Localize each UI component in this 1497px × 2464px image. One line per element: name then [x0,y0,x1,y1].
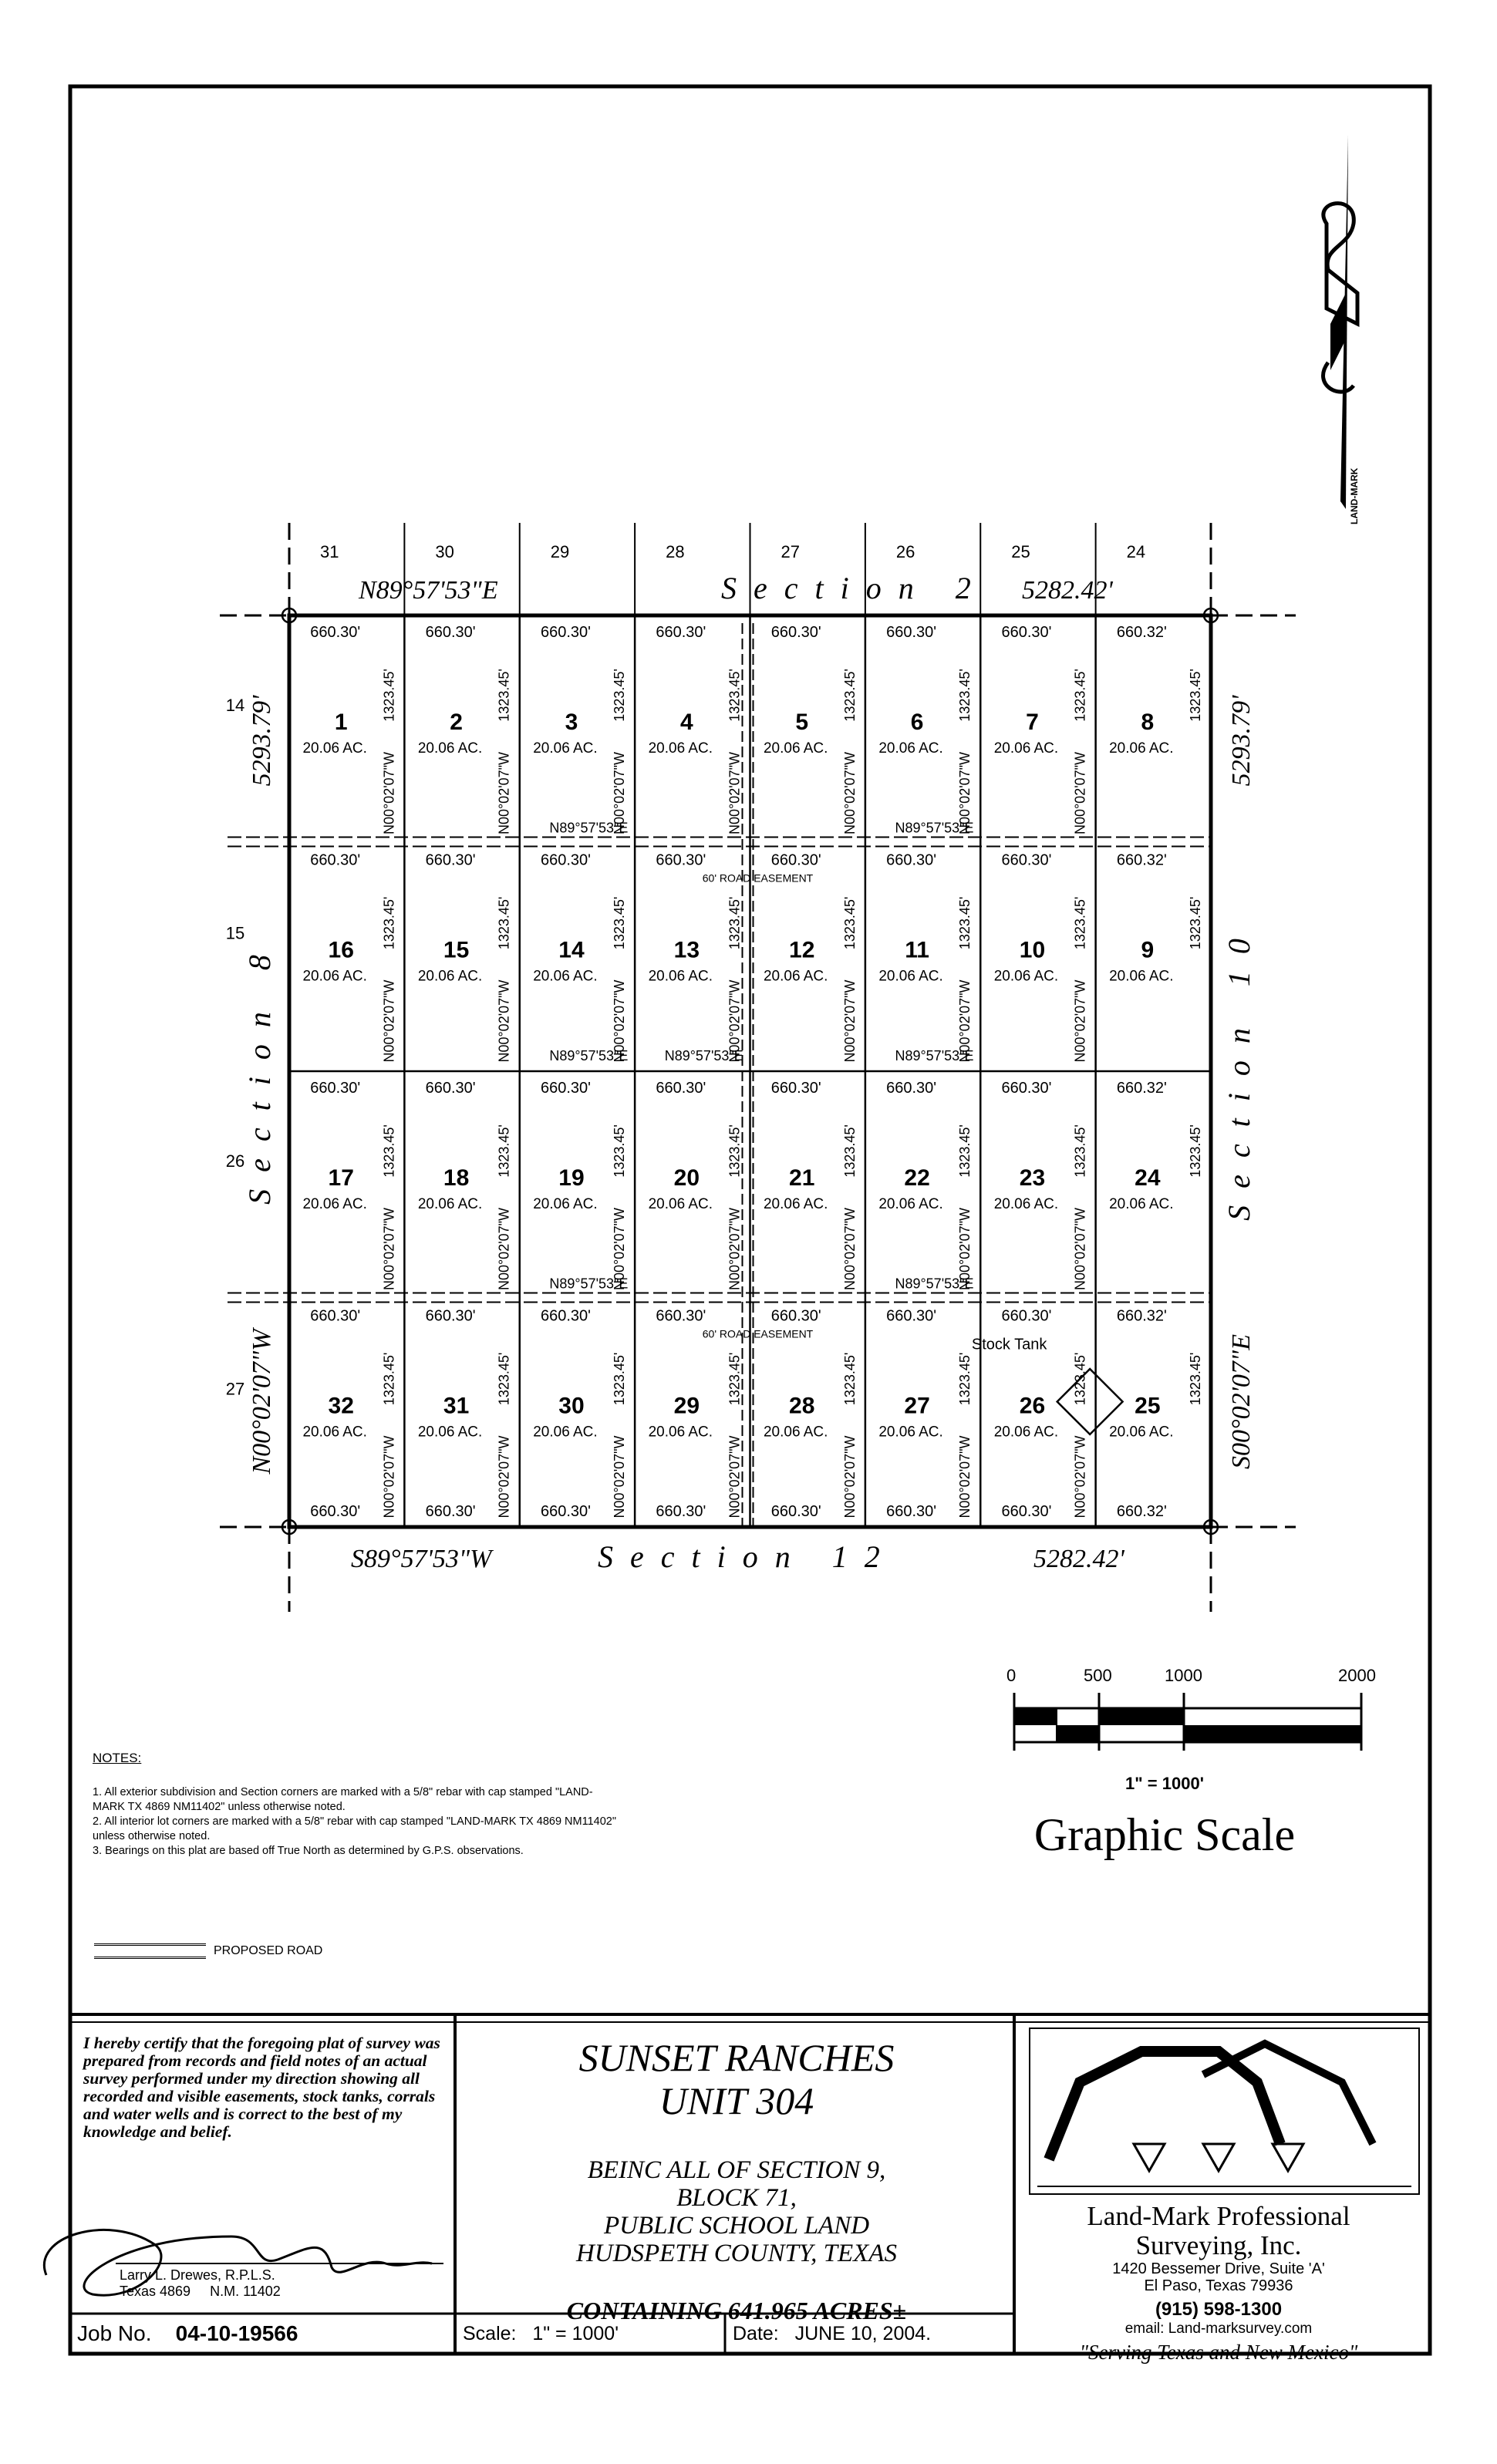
lot-width: 660.30' [656,624,706,641]
road-bearing: N89°57'53"E [895,820,974,836]
lot-depth: 1323.45' [1072,1352,1088,1406]
lot-area: 20.06 AC. [302,1424,367,1441]
lot-number: 2 [450,709,463,735]
section-grid-number: 14 [225,696,245,716]
lot-number: 3 [565,709,578,735]
lot-number: 11 [905,937,929,963]
lot-depth: 1323.45' [727,1124,743,1178]
lot-number: 30 [558,1393,585,1419]
date-label: Date: [733,2323,779,2344]
subdivision-name: SUNSET RANCHES [578,2036,895,2079]
interior-bearing: N00°02'07"W [381,751,397,835]
lot-depth: 1323.45' [1072,669,1088,722]
section-grid-number: 29 [550,542,570,561]
interior-bearing: N00°02'07"W [1072,1435,1088,1519]
lot-depth: 1323.45' [612,669,628,722]
lot-width: 660.30' [886,1503,937,1520]
section-grid-number: 15 [225,923,245,943]
lot-width: 660.32' [1116,624,1167,641]
job-label: Job No. [77,2321,152,2345]
company-address-1: 1420 Bessemer Drive, Suite 'A' [1112,2260,1325,2277]
lot-number: 23 [1019,1165,1046,1191]
lot-area: 20.06 AC. [993,1424,1059,1441]
license-tx: Texas 4869 [120,2284,191,2299]
lot-number: 5 [795,709,809,735]
east-distance: 5293.79' [1227,695,1256,787]
lot-area: 20.06 AC. [648,968,713,985]
road-bearing: N89°57'53"E [549,820,629,836]
graphic-scale-bar [1014,1693,1361,1751]
proposed-road-symbol [94,1943,206,1959]
lot-depth: 1323.45' [727,896,743,950]
interior-bearing: N00°02'07"W [496,1207,512,1291]
lot-number: 1 [334,709,348,735]
lot-depth: 1323.45' [496,896,512,950]
company-address-2: El Paso, Texas 79936 [1144,2277,1293,2294]
section-grid-number: 28 [666,542,685,561]
company-tagline: "Serving Texas and New Mexico" [1079,2341,1358,2364]
lot-width: 660.30' [770,624,821,641]
road-bearing: N89°57'53"E [895,1276,974,1292]
lot-depth: 1323.45' [381,1124,397,1178]
lot-width: 660.30' [310,851,361,869]
lot-width: 660.30' [310,1080,361,1097]
lot-area: 20.06 AC. [763,1424,828,1441]
interior-bearing: N00°02'07"W [1072,1207,1088,1291]
lot-number: 20 [673,1165,700,1191]
lot-depth: 1323.45' [612,896,628,950]
unit-number: UNIT 304 [659,2079,814,2122]
scale-label: Scale: [463,2323,517,2344]
interior-bearing: N00°02'07"W [612,979,628,1063]
lot-number: 28 [789,1393,815,1419]
interior-bearing: N00°02'07"W [612,1435,628,1519]
lot-width: 660.30' [425,851,476,869]
interior-bearing: N00°02'07"W [841,1435,858,1519]
section-grid-number: 27 [225,1379,245,1399]
section-grid-number: 26 [225,1151,245,1171]
lot-depth: 1323.45' [1188,1124,1203,1178]
lot-number: 32 [328,1393,354,1419]
lot-width: 660.30' [541,1503,591,1520]
west-bearing: N00°02'07"W [248,1329,276,1475]
lot-width: 660.30' [770,1503,821,1520]
lot-area: 20.06 AC. [763,740,828,757]
lot-width: 660.30' [770,851,821,869]
lot-number: 12 [789,937,815,963]
lot-number: 15 [443,937,470,963]
lot-depth: 1323.45' [496,1352,512,1406]
interior-bearing: N00°02'07"W [381,979,397,1063]
lot-area: 20.06 AC. [878,1424,943,1441]
lot-depth: 1323.45' [957,1124,973,1178]
lot-area: 20.06 AC. [302,1195,367,1212]
scale-tick-500: 500 [1084,1666,1112,1685]
section-grid-number: 24 [1126,542,1146,561]
lot-width: 660.30' [1001,1080,1052,1097]
lot-width: 660.30' [886,1307,937,1325]
description-line-3: PUBLIC SCHOOL LAND [603,2212,870,2240]
lot-width: 660.30' [656,851,706,869]
lot-area: 20.06 AC. [993,1195,1059,1212]
lot-area: 20.06 AC. [533,1424,598,1441]
lot-area: 20.06 AC. [302,968,367,985]
road-bearing: N89°57'53"E [664,1048,743,1063]
south-distance: 5282.42' [1033,1545,1124,1573]
north-bearing: N89°57'53"E [359,576,498,605]
lot-width: 660.30' [541,1080,591,1097]
surveyor-info [120,2267,281,2300]
lot-number: 6 [910,709,924,735]
lot-number: 17 [328,1165,354,1191]
company-phone: (915) 598-1300 [1155,2299,1283,2320]
section-grid-number: 27 [781,542,801,561]
description-line-1: BEINC ALL OF SECTION 9, [587,2156,886,2184]
lot-width: 660.30' [770,1080,821,1097]
interior-bearing: N00°02'07"W [381,1207,397,1291]
scale-tick-0: 0 [1006,1666,1017,1685]
lot-width: 660.32' [1116,1080,1167,1097]
lot-area: 20.06 AC. [763,968,828,985]
lot-width: 660.30' [1001,851,1052,869]
lot-width: 660.30' [310,1503,361,1520]
lot-number: 24 [1135,1165,1161,1191]
lot-depth: 1323.45' [841,896,858,950]
lot-number: 22 [904,1165,930,1191]
lot-area: 20.06 AC. [1109,740,1174,757]
lot-depth: 1323.45' [1072,896,1088,950]
road-bearing: N89°57'53"E [549,1276,629,1292]
scale-ratio: 1" = 1000' [1125,1774,1204,1793]
lot-depth: 1323.45' [841,1124,858,1178]
interior-bearing: N00°02'07"W [727,979,743,1063]
lot-grid [220,523,1296,1612]
lot-width: 660.30' [425,1307,476,1325]
lot-area: 20.06 AC. [302,740,367,757]
description-line-2: BLOCK 71, [676,2184,797,2212]
lot-depth: 1323.45' [381,1352,397,1406]
certification-text: I hereby certify that the foregoing plat of survey was prepared from records and field notes of an actual survey performed under my direction showing all recorded and visible easements, stock tanks, corrals and water wells and is correct to the best of my knowledge and belief. [83,2034,440,2141]
lot-number: 16 [328,937,354,963]
lot-area: 20.06 AC. [1109,1424,1174,1441]
lot-width: 660.30' [541,851,591,869]
lot-number: 4 [680,709,693,735]
lot-width: 660.30' [541,1307,591,1325]
west-distance: 5293.79' [248,695,276,787]
interior-bearing: N00°02'07"W [496,1435,512,1519]
section-south: Section 12 [598,1539,897,1574]
lot-depth: 1323.45' [841,1352,858,1406]
lot-number: 26 [1019,1393,1046,1419]
lot-number: 31 [443,1393,470,1419]
acreage: CONTAINING 641.965 ACRES± [566,2297,907,2324]
lot-depth: 1323.45' [612,1352,628,1406]
stock-tank-label: Stock Tank [971,1336,1047,1353]
lot-width: 660.32' [1116,1307,1167,1325]
note-2: 2. All interior lot corners are marked with a 5/8" rebar with cap stamped "LAND-MARK TX 4869 NM11402" unless otherwise noted. [93,1815,616,1842]
company-name-2: Surveying, Inc. [1135,2230,1302,2260]
lot-width: 660.30' [425,1503,476,1520]
lot-area: 20.06 AC. [878,968,943,985]
section-west: Section 8 [242,938,277,1205]
interior-bearing: N00°02'07"W [496,751,512,835]
note-1: 1. All exterior subdivision and Section corners are marked with a 5/8" rebar with cap stamped "LAND-MARK TX 4869 NM11402" unless otherwise noted. [93,1786,593,1813]
lot-number: 27 [904,1393,930,1419]
legend-label: PROPOSED ROAD [214,1944,323,1958]
lot-depth: 1323.45' [727,1352,743,1406]
scale-value: 1" = 1000' [532,2323,619,2344]
lot-width: 660.32' [1116,851,1167,869]
interior-bearing: N00°02'07"W [957,1435,973,1519]
lot-depth: 1323.45' [841,669,858,722]
interior-bearing: N00°02'07"W [612,1207,628,1291]
interior-bearing: N00°02'07"W [957,979,973,1063]
lot-width: 660.30' [770,1307,821,1325]
lot-depth: 1323.45' [381,669,397,722]
lot-area: 20.06 AC. [878,1195,943,1212]
lot-area: 20.06 AC. [763,1195,828,1212]
lot-area: 20.06 AC. [648,1424,713,1441]
company-block [1022,2202,1415,2365]
lot-depth: 1323.45' [496,1124,512,1178]
lot-number: 7 [1026,709,1039,735]
license-nm: N.M. 11402 [210,2284,281,2299]
section-east: Section 10 [1222,922,1256,1221]
lot-area: 20.06 AC. [648,740,713,757]
lot-depth: 1323.45' [1072,1124,1088,1178]
lot-width: 660.30' [1001,1307,1052,1325]
lot-area: 20.06 AC. [533,968,598,985]
lot-depth: 1323.45' [612,1124,628,1178]
lot-width: 660.30' [425,1080,476,1097]
scale-tick-2000: 2000 [1338,1666,1376,1685]
lot-depth: 1323.45' [957,1352,973,1406]
notes-block [93,1751,625,1859]
interior-bearing: N00°02'07"W [1072,751,1088,835]
lot-area: 20.06 AC. [417,740,483,757]
lot-area: 20.06 AC. [417,1424,483,1441]
lot-width: 660.30' [886,1080,937,1097]
lot-depth: 1323.45' [381,896,397,950]
interior-bearing: N00°02'07"W [841,751,858,835]
lot-number: 13 [673,937,700,963]
lot-width: 660.30' [656,1307,706,1325]
lot-width: 660.30' [1001,1503,1052,1520]
lot-width: 660.30' [310,1307,361,1325]
interior-bearing: N00°02'07"W [612,751,628,835]
lot-area: 20.06 AC. [533,1195,598,1212]
lot-number: 29 [673,1393,700,1419]
lot-number: 21 [789,1165,815,1191]
company-name-1: Land-Mark Professional [1087,2201,1350,2231]
lot-depth: 1323.45' [1188,896,1203,950]
section-north: Section 2 [721,571,988,605]
interior-bearing: N00°02'07"W [957,1207,973,1291]
section-grid-number: 31 [320,542,339,561]
road-easement-label: 60' ROAD EASEMENT [702,871,814,885]
interior-bearing: N00°02'07"W [496,979,512,1063]
north-arrow-label: LAND-MARK [1349,467,1360,524]
lot-depth: 1323.45' [1188,669,1203,722]
lot-width: 660.30' [541,624,591,641]
lot-area: 20.06 AC. [878,740,943,757]
lot-width: 660.30' [310,624,361,641]
interior-bearing: N00°02'07"W [957,751,973,835]
lot-number: 18 [443,1165,470,1191]
lot-number: 14 [558,937,585,963]
scale-tick-1000: 1000 [1165,1666,1202,1685]
east-bearing: S00°02'07"E [1227,1334,1256,1469]
lot-area: 20.06 AC. [993,740,1059,757]
north-distance: 5282.42' [1022,576,1113,605]
lot-depth: 1323.45' [496,669,512,722]
lot-area: 20.06 AC. [1109,1195,1174,1212]
lot-area: 20.06 AC. [533,740,598,757]
interior-bearing: N00°02'07"W [727,1435,743,1519]
lot-width: 660.30' [425,624,476,641]
interior-bearing: N00°02'07"W [1072,979,1088,1063]
road-bearing: N89°57'53"E [895,1048,974,1063]
lot-area: 20.06 AC. [993,968,1059,985]
lot-depth: 1323.45' [1188,1352,1203,1406]
lot-width: 660.30' [656,1080,706,1097]
description-line-4: HUDSPETH COUNTY, TEXAS [576,2240,897,2267]
lot-number: 8 [1141,709,1155,735]
lot-number: 25 [1135,1393,1161,1419]
lot-number: 19 [558,1165,585,1191]
road-easement-label: 60' ROAD EASEMENT [702,1327,814,1340]
job-number [77,2315,447,2352]
lot-area: 20.06 AC. [648,1195,713,1212]
lot-number: 10 [1019,937,1046,963]
legend [94,1943,322,1959]
lot-area: 20.06 AC. [417,968,483,985]
note-3: 3. Bearings on this plat are based off True North as determined by G.P.S. observations. [93,1845,524,1857]
section-grid-number: 26 [895,542,915,561]
north-arrow-icon [1323,135,1357,509]
date-value: JUNE 10, 2004. [794,2323,932,2344]
lot-width: 660.30' [1001,624,1052,641]
lot-depth: 1323.45' [957,669,973,722]
title-block [463,2036,1010,2325]
lot-width: 660.30' [886,624,937,641]
lot-width: 660.32' [1116,1503,1167,1520]
lot-area: 20.06 AC. [417,1195,483,1212]
section-grid-number: 30 [435,542,454,561]
notes-heading: NOTES: [93,1751,142,1765]
scale-title: Graphic Scale [1033,1809,1296,1860]
company-email: email: Land-marksurvey.com [1124,2321,1313,2337]
land-mark-logo [1030,2028,1419,2194]
lot-width: 660.30' [656,1503,706,1520]
interior-bearing: N00°02'07"W [727,1207,743,1291]
south-bearing: S89°57'53"W [351,1545,492,1573]
lot-depth: 1323.45' [727,669,743,722]
surveyor-name: Larry L. Drewes, R.P.L.S. [120,2267,275,2283]
interior-bearing: N00°02'07"W [841,1207,858,1291]
section-grid-number: 25 [1011,542,1030,561]
road-bearing: N89°57'53"E [549,1048,629,1063]
interior-bearing: N00°02'07"W [841,979,858,1063]
interior-bearing: N00°02'07"W [381,1435,397,1519]
lot-depth: 1323.45' [957,896,973,950]
interior-bearing: N00°02'07"W [727,751,743,835]
lot-number: 9 [1141,937,1155,963]
lot-area: 20.06 AC. [1109,968,1174,985]
scale-field [463,2315,717,2352]
date-field [733,2315,1010,2352]
job-value: 04-10-19566 [175,2321,298,2345]
lot-width: 660.30' [886,851,937,869]
